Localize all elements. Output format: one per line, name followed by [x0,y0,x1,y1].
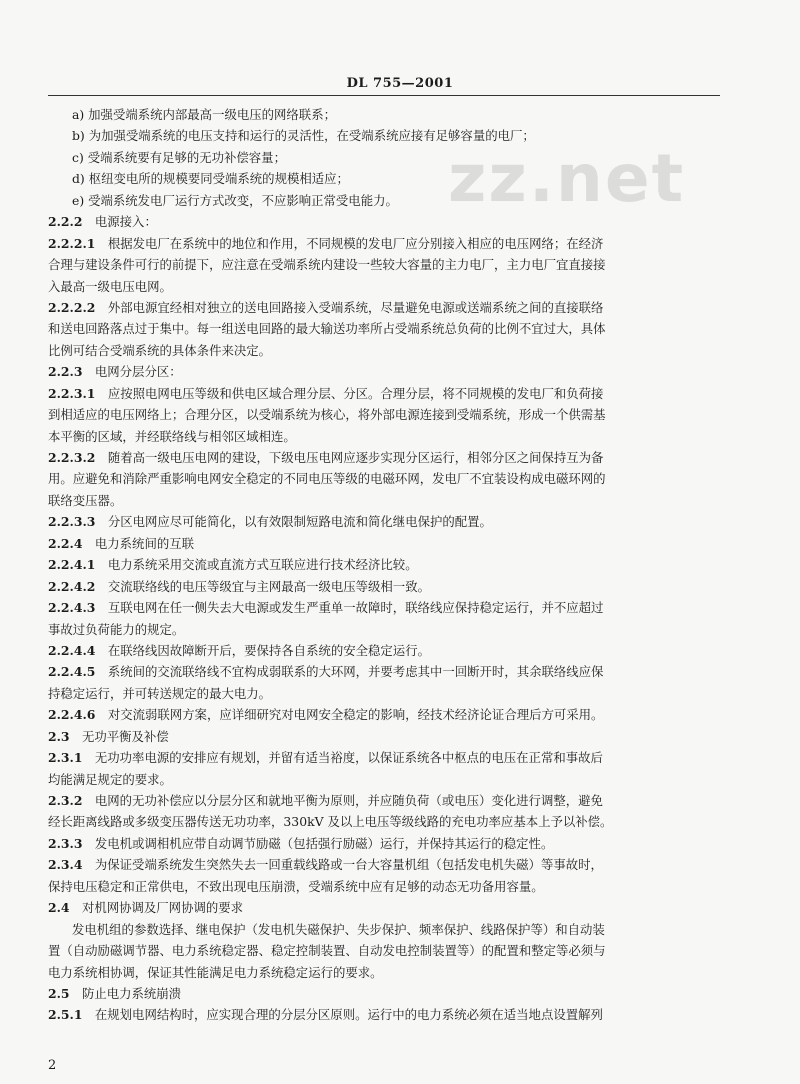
line-text: 和送电回路落点过于集中。每一组送电回路的最大输送功率所占受端系统总负荷的比例不宜过大，具体 [48,321,606,337]
standard-code: DL 755—2001 [346,76,454,91]
line-text: 本平衡的区域，并经联络线与相邻区域相连。 [48,428,296,444]
text-line [48,940,724,961]
line-text: 发电机组的参数选择、继电保护（发电机失磁保护、失步保护、频率保护、线路保护等）和自动装 [72,921,605,937]
clause-number: 2.4 [48,900,70,916]
clause-number: 2.2.4.3 [48,600,96,616]
line-text: 电力系统间的互联 [94,535,195,551]
clause-number: 2.2.3.3 [48,514,96,530]
text-line [48,447,724,468]
line-text: 经长距离线路或多级变压器传送无功功率，330kV 及以上电压等级线路的充电功率应基本上予以补偿。 [48,814,613,830]
line-text: 电网的无功补偿应以分层分区和就地平衡为原则，并应随负荷（或电压）变化进行调整，避免 [94,793,603,808]
text-line [48,125,724,146]
text-line [48,468,724,489]
line-text: 事故过负荷能力的规定。 [48,621,185,637]
line-text: 交流联络线的电压等级宜与主网最高一级电压等级相一致。 [107,578,430,594]
text-line [48,619,724,640]
line-text: a) 加强受端系统内部最高一级电压的网络联系； [72,107,336,122]
line-text: 联络变压器。 [48,492,123,508]
clause-number: 2.5 [48,985,70,1001]
text-line [48,897,724,918]
line-text: 到相适应的电压网络上；合理分区，以受端系统为核心，将外部电源连接到受端系统，形成一个供需基 [48,407,606,423]
clause-number: 2.2.4 [48,535,83,551]
line-text: 保持电压稳定和正常供电，不致出现电压崩溃，受端系统中应有足够的动态无功备用容量。 [48,878,544,894]
text-line [48,297,724,318]
text-line [48,811,724,832]
clause-number: 2.2.3.1 [48,385,96,401]
line-text: 电源接入： [94,214,157,230]
clause-number: 2.3.1 [48,750,83,766]
text-line [48,383,724,404]
line-text: 发电机或调相机应带自动调节励磁（包括强行励磁）运行，并保持其运行的稳定性。 [94,835,554,851]
text-line [48,683,724,704]
line-text: 电网分层分区： [94,364,182,380]
clause-number: 2.3 [48,728,70,744]
line-text: c) 受端系统要有足够的无功补偿容量； [72,149,286,165]
line-text: 均能满足规定的要求。 [48,771,172,787]
line-text: 合理与建设条件可行的前提下，应注意在受端系统内建设一些较大容量的主力电厂，主力电厂宜直接接 [48,257,606,273]
clause-number: 2.2.3 [48,364,83,380]
clause-number: 2.5.1 [48,1007,83,1023]
clause-number: 2.2.3.2 [48,450,96,465]
line-text: d) 枢纽变电所的规模要同受端系统的规模相适应； [72,171,349,187]
clause-number: 2.2.4.2 [48,578,96,594]
text-line [48,190,724,211]
text-line [48,254,724,275]
text-line [48,276,724,297]
text-line [48,318,724,339]
text-line [48,511,724,532]
text-line [48,833,724,854]
text-line [48,661,724,682]
text-line [48,340,724,361]
line-text: 在规划电网结构时，应实现合理的分层分区原则。运行中的电力系统必须在适当地点设置解列 [94,1007,603,1023]
line-text: 互联电网在任一侧失去大电源或发生严重单一故障时，联络线应保持稳定运行，并不应超过 [107,600,604,616]
line-text: 置（自动励磁调节器、电力系统稳定器、稳定控制装置、自动发电控制装置等）的配置和整定等必须与 [48,943,606,959]
text-line [48,533,724,554]
clause-number: 2.2.2.2 [48,299,96,315]
text-line [48,704,724,725]
text-line [48,147,724,168]
clause-number: 2.2.4.5 [48,664,96,680]
document-body [48,104,724,1026]
text-line [48,769,724,790]
line-text: 外部电源宜经相对独立的送电回路接入受端系统，尽量避免电源或送端系统之间的直接联络 [107,299,604,315]
line-text: 比例可结合受端系统的具体条件来决定。 [48,342,272,358]
text-line [48,747,724,768]
line-text: 根据发电厂在系统中的地位和作用，不同规模的发电厂应分别接入相应的电压网络；在经济 [107,235,604,251]
clause-number: 2.2.4.6 [48,707,96,723]
text-line [48,854,724,875]
clause-number: 2.2.2 [48,214,83,230]
line-text: 对机网协调及厂网协调的要求 [81,900,244,916]
text-line [48,554,724,575]
clause-number: 2.3.2 [48,793,83,808]
text-line [48,790,724,811]
line-text: 用。应避免和消除严重影响电网安全稳定的不同电压等级的电磁环网，发电厂不宜装设构成电磁环网的 [48,471,606,487]
line-text: 系统间的交流联络线不宜构成弱联系的大环网，并要考虑其中一回断开时，其余联络线应保 [107,664,604,680]
text-line [48,361,724,382]
line-text: 随着高一级电压电网的建设，下级电压电网应逐步实现分区运行，相邻分区之间保持互为备 [107,450,604,465]
line-text: 无功功率电源的安排应有规划，并留有适当裕度，以保证系统各中枢点的电压在正常和事故后 [94,750,603,766]
text-line [48,640,724,661]
watermark: zz.net [448,140,686,217]
text-line [48,211,724,232]
text-line [48,233,724,254]
line-text: 在联络线因故障断开后，要保持各自系统的安全稳定运行。 [107,642,430,658]
text-line [48,962,724,983]
line-text: 电力系统相协调，保证其性能满足电力系统稳定运行的要求。 [48,964,383,980]
text-line [48,726,724,747]
text-line [48,1004,724,1025]
header-rule [48,95,720,96]
clause-number: 2.3.3 [48,835,83,851]
line-text: 对交流弱联网方案，应详细研究对电网安全稳定的影响，经技术经济论证合理后方可采用。 [107,707,604,723]
clause-number: 2.2.2.1 [48,235,96,251]
page-number: 2 [48,1058,57,1073]
text-line [48,919,724,940]
text-line [48,597,724,618]
text-line [48,983,724,1004]
line-text: b) 为加强受端系统的电压支持和运行的灵活性，在受端系统应接有足够容量的电厂； [72,128,535,144]
line-text: 电力系统采用交流或直流方式互联应进行技术经济比较。 [107,557,418,573]
text-line [48,104,724,125]
text-line [48,404,724,425]
line-text: 无功平衡及补偿 [81,728,169,744]
line-text: 持稳定运行，并可转送规定的最大电力。 [48,685,272,701]
clause-number: 2.2.4.4 [48,642,96,658]
line-text: 分区电网应尽可能简化，以有效限制短路电流和简化继电保护的配置。 [107,514,492,530]
text-line [48,168,724,189]
text-line [48,426,724,447]
text-line [48,876,724,897]
clause-number: 2.3.4 [48,857,83,873]
line-text: 防止电力系统崩溃 [81,985,182,1001]
line-text: 入最高一级电压电网。 [48,278,172,294]
line-text: e) 受端系统发电厂运行方式改变，不应影响正常受电能力。 [72,192,398,208]
text-line [48,490,724,511]
text-line [48,576,724,597]
line-text: 为保证受端系统发生突然失去一回重载线路或一台大容量机组（包括发电机失磁）等事故时， [94,857,603,873]
clause-number: 2.2.4.1 [48,557,96,573]
line-text: 应按照电网电压等级和供电区域合理分层、分区。合理分层，将不同规模的发电厂和负荷接 [107,385,604,401]
